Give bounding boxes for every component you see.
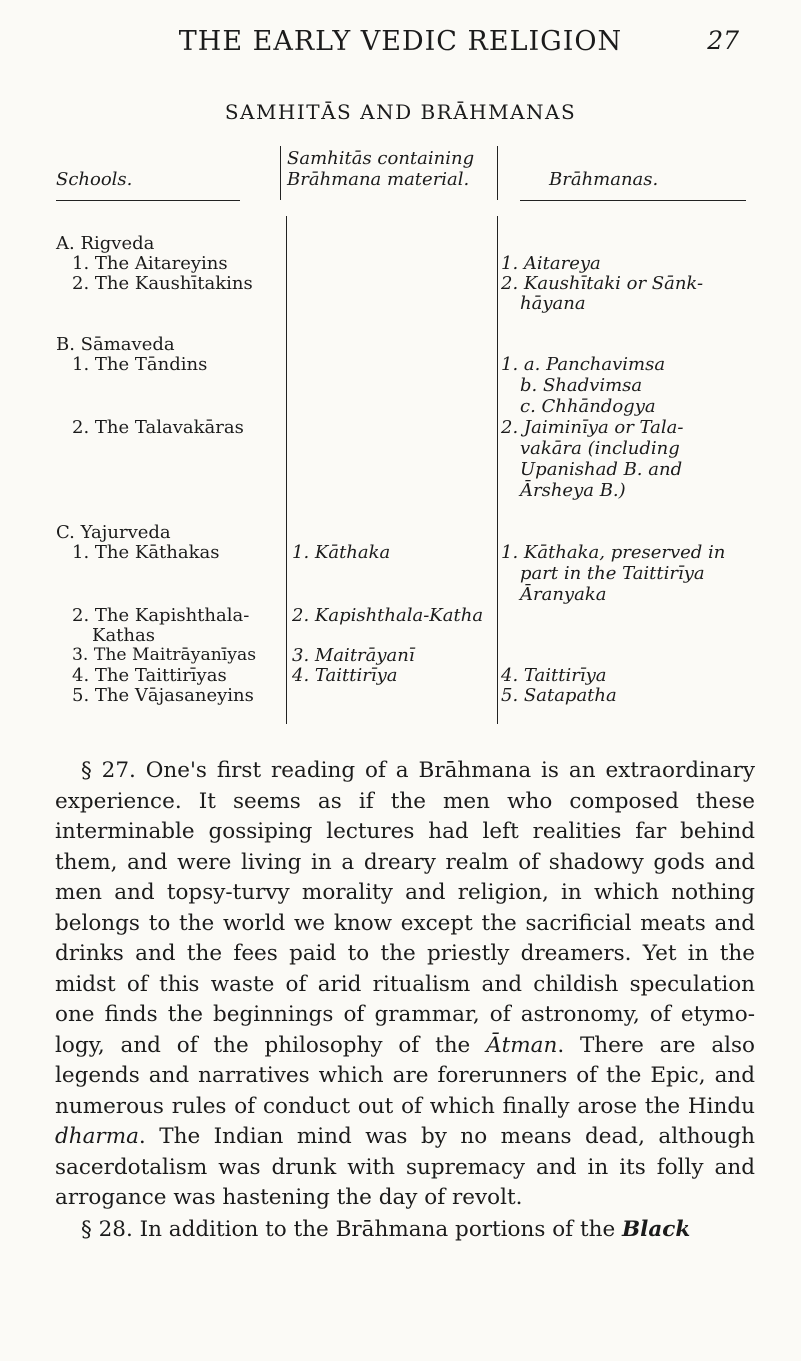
yajurveda-brahmana-4: 4. Taittirīya: [501, 665, 607, 686]
samaveda-school-2: 2. The Talavakāras: [72, 417, 244, 438]
rigveda-brahmana-2-cont: hāyana: [520, 293, 586, 314]
column-header-samhitas-line2: Brāhmana material.: [287, 169, 470, 190]
column-header-schools: Schools.: [56, 169, 133, 190]
paragraph-28: § 28. In addition to the Brāhmana portions of the Black: [81, 1216, 691, 1242]
samaveda-brahmana-2-line3: Upanishad B. and: [520, 459, 683, 480]
yajurveda-samhita-1: 1. Kāthaka: [292, 542, 391, 563]
column-rule-2-top: [497, 146, 498, 200]
table-title: SAMHITĀS AND BRĀHMANAS: [224, 100, 577, 124]
yajurveda-samhita-3: 3. Maitrāyanī: [292, 645, 415, 666]
header-rule-right: [520, 200, 746, 201]
term-black: Black: [622, 1216, 691, 1242]
page-number: 27: [707, 26, 739, 55]
running-title: THE EARLY VEDIC RELIGION: [178, 26, 623, 57]
rigveda-heading: A. Rigveda: [56, 233, 155, 254]
yajurveda-school-3: 3. The Maitrāyanīyas: [72, 645, 257, 665]
column-rule-1-top: [280, 146, 281, 200]
column-header-samhitas-line1: Samhitās containing: [287, 148, 475, 169]
header-rule-left: [56, 200, 240, 201]
samaveda-brahmana-2: 2. Jaiminīya or Tala-: [501, 417, 684, 438]
yajurveda-school-4: 4. The Taittirīyas: [72, 665, 227, 686]
yajurveda-brahmana-1-line2: part in the Taittirīya: [520, 563, 705, 584]
yajurveda-samhita-4: 4. Taittirīya: [292, 665, 398, 686]
yajurveda-brahmana-1: 1. Kāthaka, preserved in: [501, 542, 726, 563]
samaveda-brahmana-1a: 1. a. Panchavimsa: [501, 354, 666, 375]
samaveda-brahmana-1b: b. Shadvimsa: [520, 375, 643, 396]
rigveda-brahmana-2: 2. Kaushītaki or Sānk-: [501, 273, 704, 294]
samaveda-brahmana-2-line4: Ārsheya B.): [520, 480, 626, 501]
yajurveda-heading: C. Yajurveda: [56, 522, 171, 543]
term-dharma: dharma: [55, 1124, 139, 1149]
running-header: [0, 26, 801, 66]
samaveda-brahmana-1c: c. Chhāndogya: [520, 396, 656, 417]
samaveda-brahmana-2-line2: vakāra (including: [520, 438, 680, 459]
yajurveda-brahmana-5: 5. Satapatha: [501, 685, 617, 706]
yajurveda-school-2-cont: Kathas: [92, 625, 155, 646]
column-rule-1: [286, 216, 287, 724]
yajurveda-brahmana-1-line3: Āranyaka: [520, 584, 607, 605]
yajurveda-samhita-2: 2. Kapishthala-Katha: [292, 605, 484, 626]
samaveda-heading: B. Sāmaveda: [56, 334, 175, 355]
samaveda-school-1: 1. The Tāndins: [72, 354, 208, 375]
term-atman: Ātman: [486, 1032, 558, 1058]
paragraph-27: § 27. One's first reading of a Brāhmana is an extraordinary experience. It seems as if the men who composed these interminable gossiping lectures had left realities far behind them, and were living in a dreary realm of shadowy gods and men and topsy-turvy morality and religion, in which nothing belongs to the world we know except the sacrificial meats and drinks and the fees paid to the priestly dreamers. Yet in the midst of this waste of arid ritualism and childish speculation one finds the beginnings of grammar, of astronomy, of etymology, and of the philosophy of the Ātman. There are also legends and narratives which are forerunners of the Epic, and numerous rules of conduct out of which finally arose the Hindu dharma. The Indian mind was by no means dead, although sacerdotalism was drunk with supremacy and in its folly and arrogance was hastening the day of revolt.: [55, 758, 755, 1210]
column-header-brahmanas: Brāhmanas.: [549, 169, 659, 190]
rigveda-brahmana-1: 1. Aitareya: [501, 253, 601, 274]
rigveda-school-2: 2. The Kaushītakins: [72, 273, 253, 294]
yajurveda-school-5: 5. The Vājasaneyins: [72, 685, 254, 706]
body-text: [55, 756, 755, 1245]
column-rule-2: [497, 216, 498, 724]
yajurveda-school-2: 2. The Kapishthala-: [72, 605, 250, 626]
rigveda-school-1: 1. The Aitareyins: [72, 253, 228, 274]
yajurveda-school-1: 1. The Kāthakas: [72, 542, 220, 563]
